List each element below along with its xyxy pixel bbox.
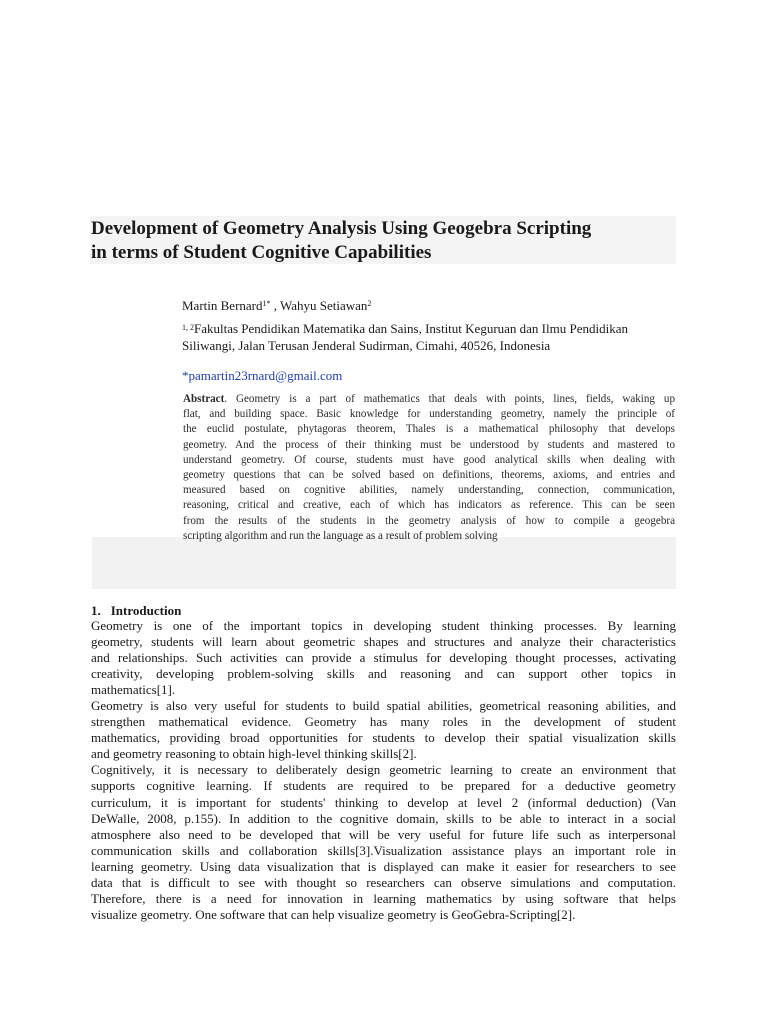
author-superscript: 1* xyxy=(262,299,271,308)
title-line-2: in terms of Student Cognitive Capabilities xyxy=(91,242,432,263)
abstract-line: scripting algorithm and run the language as a result of problem solving xyxy=(183,529,498,542)
abstract-text: . Geometry is a part of mathematics that deals with points, lines, fields, waking up xyxy=(224,393,675,405)
abstract-line: measured based on cognitive abilities, namely understanding, connection, communication, xyxy=(183,484,675,497)
body-line: strengthen mathematical evidence. Geometry has many roles in the development of student xyxy=(91,714,676,730)
body-line: Therefore, there is a need for innovation in learning mathematics by using software that helps xyxy=(91,890,676,906)
introduction-body xyxy=(91,618,676,923)
abstract-line: understand geometry. Of course, students must have good analytical skills when dealing with xyxy=(183,453,675,466)
abstract-line: geometry. And the process of their thinking must be understood by students and mastered to xyxy=(183,438,675,451)
body-line: geometry, students will learn about geometric shapes and structures and analyze their characteristics xyxy=(91,634,676,650)
body-line: communication skills and collaboration skills[3].Visualization assistance plays an important role in xyxy=(91,842,676,858)
abstract-line: geometry questions that can be solved based on definitions, theorems, axioms, and entries and xyxy=(183,468,675,481)
abstract-line xyxy=(183,392,675,407)
author-name: Wahyu Setiawan xyxy=(280,298,368,313)
section-number: 1. xyxy=(91,603,101,618)
body-line: supports cognitive learning. If students are required to be prepared for a deductive geometry xyxy=(91,778,676,794)
body-line: mathematics, providing broad opportunities for students to develop their spatial visualization skills xyxy=(91,730,676,746)
body-line: Cognitively, it is necessary to deliberately design geometric learning to create an environment that xyxy=(91,762,676,778)
section-heading xyxy=(91,603,181,619)
abstract xyxy=(183,392,675,544)
body-line: creativity, developing problem-solving skills and reasoning and can support other topics in xyxy=(91,666,676,682)
author-list xyxy=(182,297,371,315)
abstract-line: the euclid postulate, phytagoras theorem, Thales is a mathematical philosophy that develops xyxy=(183,423,675,436)
corresponding-email-link[interactable]: *pamartin23rnard@gmail.com xyxy=(182,368,343,383)
affiliation-line xyxy=(182,320,682,337)
title-line-1: Development of Geometry Analysis Using Geogebra Scripting xyxy=(91,218,592,239)
author-name: Martin Bernard xyxy=(182,298,263,313)
body-line: data that is difficult to see with thought so researchers can observe simulations and computation. xyxy=(91,874,676,890)
body-line: curriculum, it is important for students' thinking to develop at level 2 (informal deduction) (Van xyxy=(91,794,676,810)
abstract-background xyxy=(92,537,676,589)
author-separator: , xyxy=(270,298,281,313)
abstract-label: Abstract xyxy=(183,393,225,405)
abstract-line: flat, and building space. Basic knowledge for understanding geometry, namely the principle of xyxy=(183,408,675,421)
affiliation xyxy=(182,320,682,354)
affiliation-text: Fakultas Pendidikan Matematika dan Sains, Institut Keguruan dan Ilmu Pendidikan xyxy=(194,321,628,336)
body-line: Geometry is also very useful for students to build spatial abilities, geometrical reasoning abilities, and xyxy=(91,698,676,714)
body-line: DeWalle, 2008, p.155). In addition to the cognitive domain, skills to be able to interact in a social xyxy=(91,810,676,826)
abstract-line: from the results of the students in the geometry analysis of how to compile a geogebra xyxy=(183,514,675,527)
affiliation-line: Siliwangi, Jalan Terusan Jenderal Sudirman, Cimahi, 40526, Indonesia xyxy=(182,338,551,353)
body-line: and relationships. Such activities can provide a stimulus for developing thought processes, activating xyxy=(91,650,676,666)
author-superscript: 2 xyxy=(367,299,372,308)
body-line: Geometry is one of the important topics in developing student thinking processes. By learning xyxy=(91,618,676,633)
body-line: visualize geometry. One software that can help visualize geometry is GeoGebra-Scripting[2]. xyxy=(91,906,576,922)
body-line: and geometry reasoning to obtain high-level thinking skills[2]. xyxy=(91,746,417,762)
body-line: learning geometry. Using data visualization that is displayed can make it easier for researchers to see xyxy=(91,858,676,874)
body-line: atmosphere also need to be developed that will be very useful for future life such as interpersonal xyxy=(91,826,676,842)
section-title: Introduction xyxy=(110,603,182,618)
paper-title xyxy=(91,217,681,265)
body-line: mathematics[1]. xyxy=(91,682,176,698)
abstract-line: reasoning, critical and creative, each of which has indicators as reference. This can be seen xyxy=(183,499,675,512)
affiliation-superscript: 1, 2 xyxy=(182,323,194,332)
